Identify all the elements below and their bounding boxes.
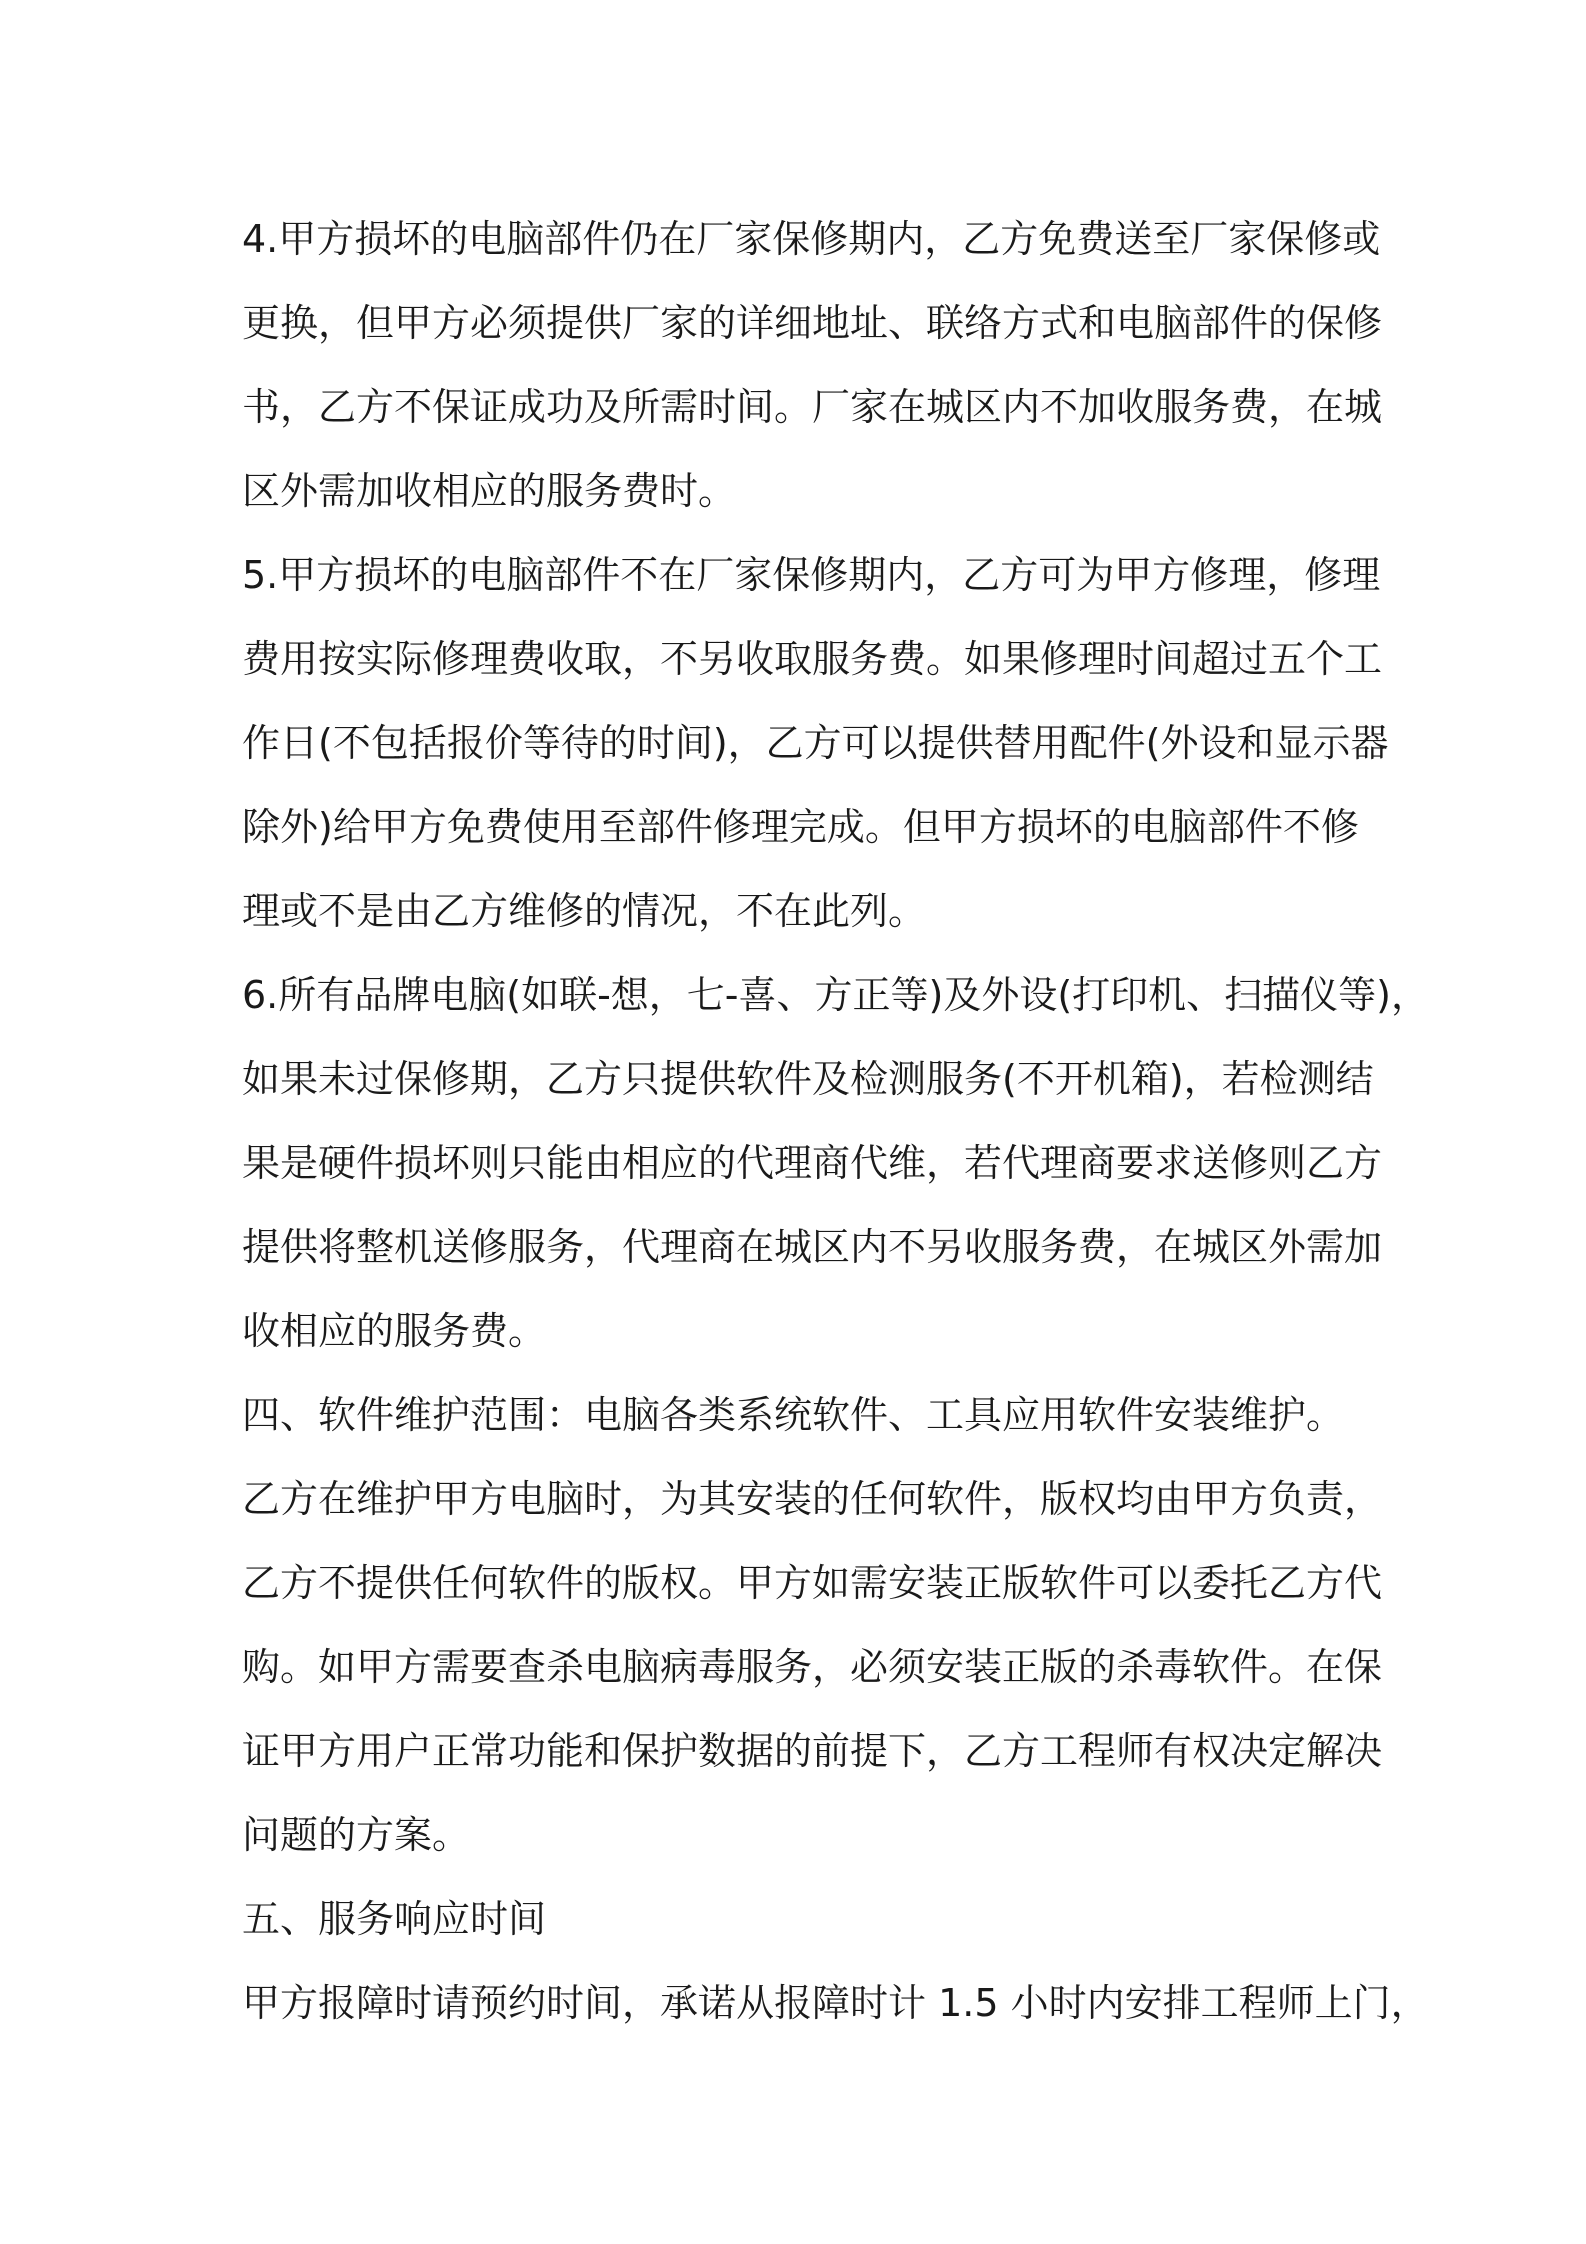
text-line: 如果未过保修期，乙方只提供软件及检测服务(不开机箱)，若检测结	[242, 1057, 1374, 1101]
text-line: 区外需加收相应的服务费时。	[242, 469, 737, 513]
section-heading: 五、服务响应时间	[242, 1897, 547, 1941]
text-line: 6.所有品牌电脑(如联-想，七-喜、方正等)及外设(打印机、扫描仪等)，	[242, 973, 1429, 1017]
text-line: 乙方不提供任何软件的版权。甲方如需安装正版软件可以委托乙方代	[242, 1561, 1383, 1605]
text-line: 乙方在维护甲方电脑时，为其安装的任何软件，版权均由甲方负责，	[242, 1477, 1383, 1521]
text-line: 问题的方案。	[242, 1813, 471, 1857]
text-line: 除外)给甲方免费使用至部件修理完成。但甲方损坏的电脑部件不修	[242, 805, 1359, 849]
text-line: 购。如甲方需要查杀电脑病毒服务，必须安装正版的杀毒软件。在保	[242, 1645, 1383, 1689]
text-line: 证甲方用户正常功能和保护数据的前提下，乙方工程师有权决定解决	[242, 1729, 1383, 1773]
text-line: 费用按实际修理费收取，不另收取服务费。如果修理时间超过五个工	[242, 637, 1383, 681]
text-line: 收相应的服务费。	[242, 1309, 547, 1353]
text-line: 书，乙方不保证成功及所需时间。厂家在城区内不加收服务费，在城	[242, 385, 1383, 429]
document-body	[242, 197, 1429, 2045]
text-line: 4.甲方损坏的电脑部件仍在厂家保修期内，乙方免费送至厂家保修或	[242, 217, 1381, 261]
text-line: 提供将整机送修服务，代理商在城区内不另收服务费，在城区外需加	[242, 1225, 1383, 1269]
text-line: 甲方报障时请预约时间，承诺从报障时计 1.5 小时内安排工程师上门，	[242, 1981, 1429, 2025]
text-line: 理或不是由乙方维修的情况，不在此列。	[242, 889, 927, 933]
text-line: 5.甲方损坏的电脑部件不在厂家保修期内，乙方可为甲方修理，修理	[242, 553, 1381, 597]
section-heading: 四、软件维护范围：电脑各类系统软件、工具应用软件安装维护。	[242, 1393, 1345, 1437]
text-line: 作日(不包括报价等待的时间)，乙方可以提供替用配件(外设和显示器	[242, 721, 1389, 765]
text-line: 更换，但甲方必须提供厂家的详细地址、联络方式和电脑部件的保修	[242, 301, 1383, 345]
text-line: 果是硬件损坏则只能由相应的代理商代维，若代理商要求送修则乙方	[242, 1141, 1383, 1185]
